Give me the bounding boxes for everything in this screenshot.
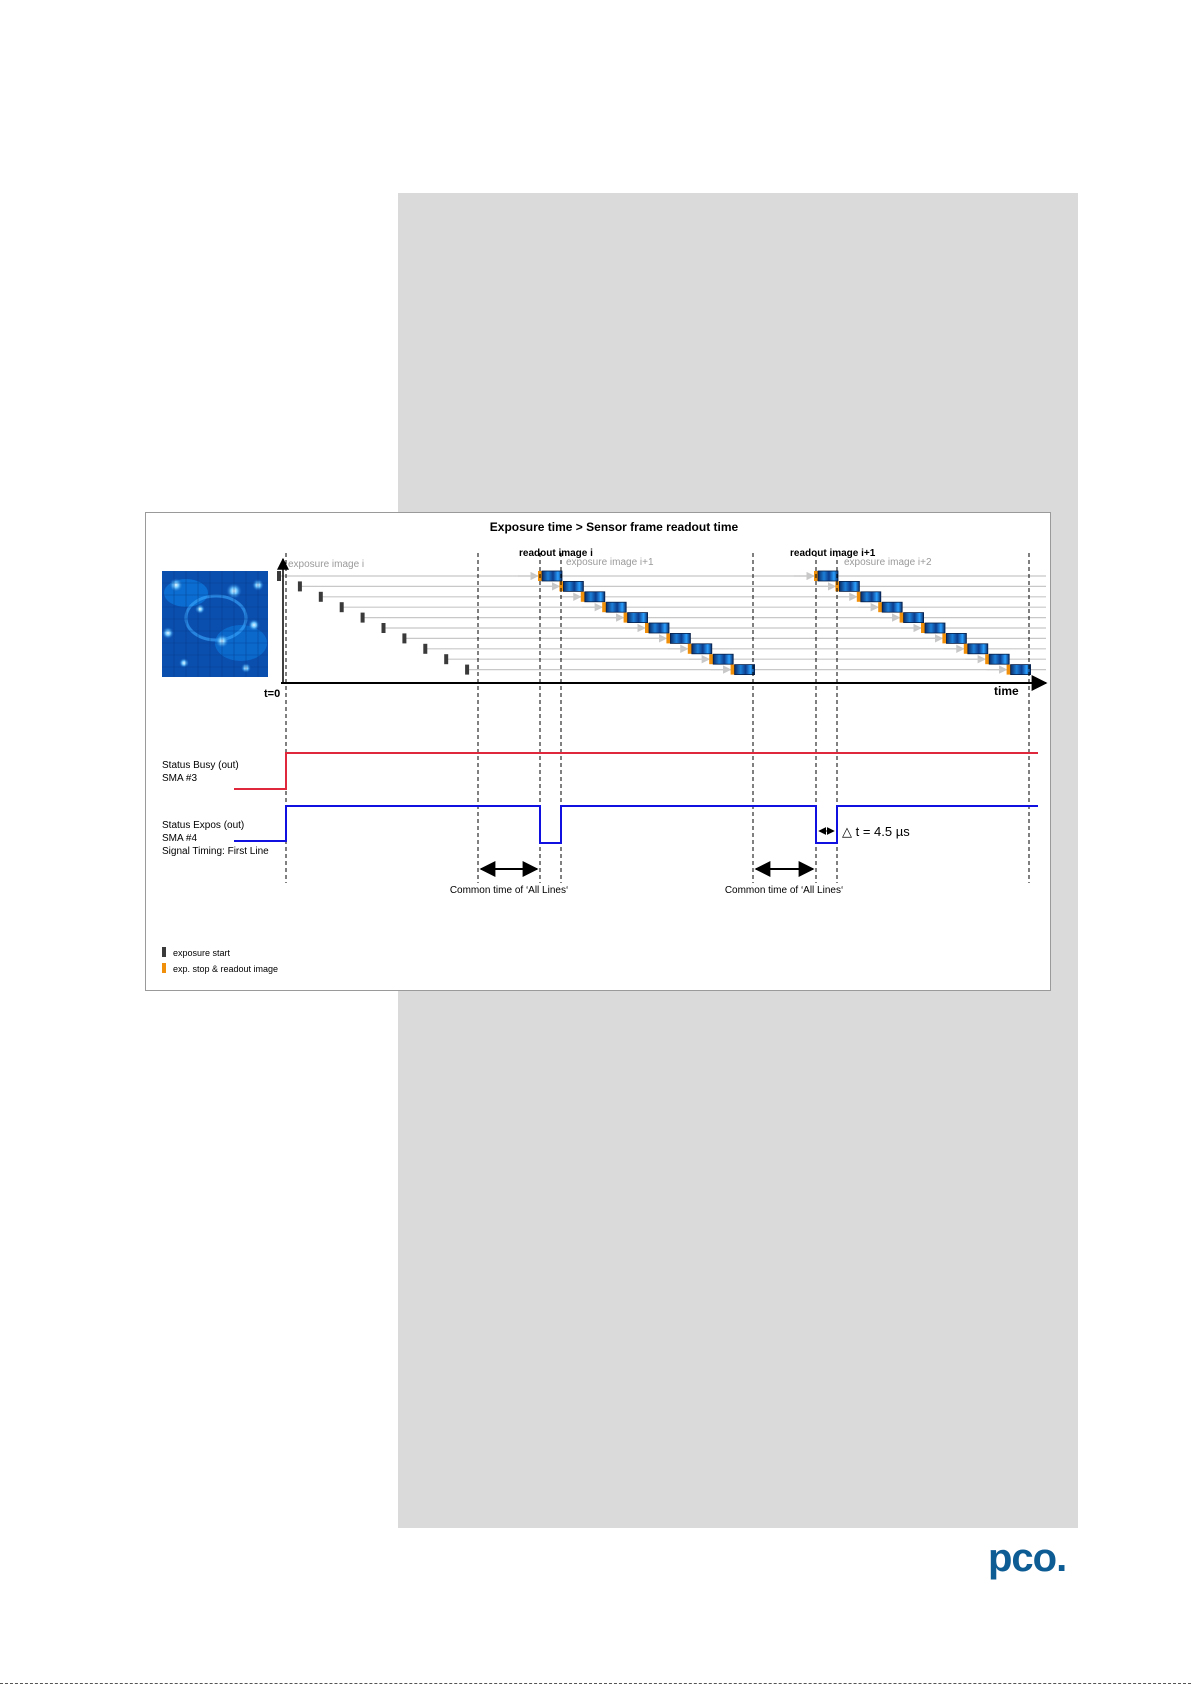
- readout-strip: [628, 613, 648, 623]
- readout-strip: [713, 654, 733, 664]
- common-time-label-1: Common time of ‘All Lines‘: [449, 885, 569, 896]
- expos-sma-label: SMA #4: [162, 833, 198, 844]
- timing-diagram-canvas: [146, 513, 1050, 990]
- page-bottom-rule: [0, 1683, 1191, 1684]
- readout-marker: [666, 633, 670, 643]
- readout-marker: [942, 633, 946, 643]
- readout-strip: [904, 613, 924, 623]
- readout-marker: [1007, 665, 1011, 675]
- exposure-start-marker: [444, 654, 448, 664]
- busy-signal-label: Status Busy (out): [162, 760, 239, 771]
- timing-diagram: [145, 512, 1051, 991]
- readout-marker: [900, 613, 904, 623]
- diagram-title: Exposure time > Sensor frame readout time: [489, 520, 739, 534]
- common-time-label-2: Common time of ‘All Lines‘: [724, 885, 844, 896]
- readout-marker: [602, 602, 606, 612]
- readout-marker: [688, 644, 692, 654]
- time-markers: [286, 553, 1029, 883]
- readout-marker: [645, 623, 649, 633]
- exposure-start-marker: [319, 592, 323, 602]
- busy-signal-trace: [234, 753, 1038, 789]
- readout-strip: [606, 602, 626, 612]
- expos-timing-label: Signal Timing: First Line: [162, 846, 269, 857]
- label-exposure-image-i2: exposure image i+2: [844, 557, 932, 568]
- exposure-start-marker: [298, 581, 302, 591]
- exposure-start-marker: [382, 623, 386, 633]
- time-label: time: [994, 684, 1019, 698]
- readout-marker: [857, 592, 861, 602]
- readout-strip: [563, 581, 583, 591]
- label-exposure-image-i1: exposure image i+1: [566, 557, 654, 568]
- expos-signal-trace: [234, 806, 1038, 843]
- exposure-start-marker: [340, 602, 344, 612]
- readout-strip: [925, 623, 945, 633]
- label-readout-image-i1: readout image i+1: [790, 548, 876, 559]
- readout-marker: [878, 602, 882, 612]
- readout-strip: [1011, 665, 1031, 675]
- exposure-start-marker: [402, 633, 406, 643]
- readout-strip: [882, 602, 902, 612]
- label-exposure-image-i: exposure image i: [288, 559, 365, 570]
- exposure-start-marker: [361, 613, 365, 623]
- delta-t-label: △ t = 4.5 µs: [842, 824, 910, 839]
- readout-strip: [542, 571, 562, 581]
- sensor-image-thumbnail: [162, 571, 268, 677]
- readout-strip: [861, 592, 881, 602]
- readout-strip: [818, 571, 838, 581]
- legend-exp-stop-swatch: [162, 963, 166, 973]
- legend-exposure-start-label: exposure start: [173, 948, 231, 958]
- readout-strip: [989, 654, 1009, 664]
- readout-marker: [624, 613, 628, 623]
- readout-marker: [964, 644, 968, 654]
- readout-strip: [839, 581, 859, 591]
- exposure-start-marker: [277, 571, 281, 581]
- readout-strip: [946, 633, 966, 643]
- readout-strip: [968, 644, 988, 654]
- legend-exp-stop-label: exp. stop & readout image: [173, 964, 279, 974]
- readout-marker: [921, 623, 925, 633]
- readout-strip: [735, 665, 755, 675]
- readout-strip: [692, 644, 712, 654]
- readout-strip: [585, 592, 605, 602]
- legend-exposure-start-swatch: [162, 947, 166, 957]
- sensor-line-rows: [277, 571, 1046, 675]
- exposure-start-marker: [423, 644, 427, 654]
- expos-signal-label: Status Expos (out): [162, 820, 245, 831]
- readout-marker: [985, 654, 989, 664]
- pco-logo: pco.: [988, 1536, 1067, 1580]
- busy-sma-label: SMA #3: [162, 773, 198, 784]
- readout-marker: [581, 592, 585, 602]
- exposure-start-marker: [465, 665, 469, 675]
- readout-strip: [649, 623, 669, 633]
- readout-marker: [709, 654, 713, 664]
- readout-strip: [670, 633, 690, 643]
- label-readout-image-i: readout image i: [519, 548, 593, 559]
- readout-marker: [731, 665, 735, 675]
- t0-label: t=0: [264, 688, 281, 700]
